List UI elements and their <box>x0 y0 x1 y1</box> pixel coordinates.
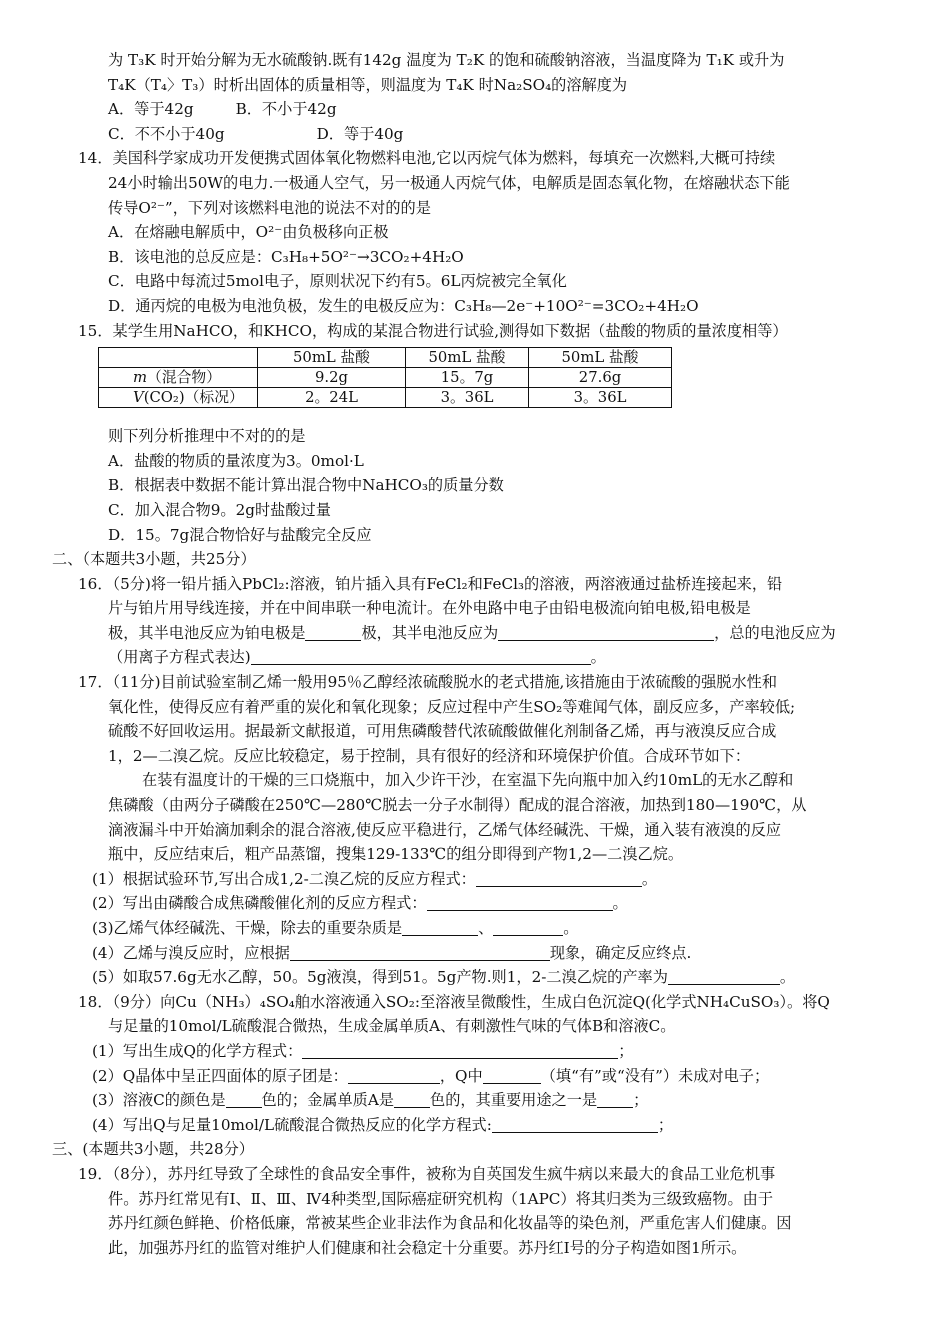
text-line: 24小时输出50W的电力.一极通人空气，另一极通人丙烷气体，电解质是固态氧化物，在熔融状态下能 <box>108 173 790 192</box>
text-span: (3)乙烯气体经碱洗、干燥，除去的重要杂质是 <box>92 919 403 937</box>
text-span: (4）写出Q与足量10mol/L硫酸混合微热反应的化学方程式: <box>92 1115 492 1134</box>
sub-question <box>78 1039 904 1064</box>
text-span: ； <box>657 1115 674 1134</box>
text-span: 。 <box>779 968 796 987</box>
text-span: (2）Q晶体中呈正四面体的原子团是： <box>92 1066 348 1085</box>
text-span: (3）溶液C的颜色是 <box>92 1091 226 1110</box>
row-label-text: （混合物） <box>147 368 222 386</box>
text-line: 焦磷酸（由两分子磷酸在250℃—280℃脱去一分子水制得）配成的混合溶液，加热到180—190℃，从 <box>108 796 807 815</box>
option-line <box>78 122 904 147</box>
table-row <box>99 388 672 408</box>
sub-question <box>78 1113 904 1138</box>
text-span: ； <box>618 1041 634 1060</box>
answer-blank[interactable] <box>348 1066 440 1084</box>
table-cell: 3。36L <box>406 388 529 408</box>
question-15-line: 15．某学生用NaHCO，和KHCO，构成的某混合物进行试验,测得如下数据（盐酸的物质的量浓度相等） <box>78 321 788 340</box>
text-span: ，Q中 <box>439 1066 483 1085</box>
sub-question <box>78 1064 904 1089</box>
table-header-cell: 50mL 盐酸 <box>258 348 406 368</box>
text-line: 1，2—二溴乙烷。反应比较稳定，易于控制，具有很好的经济和环境保护价值。合成环节如下： <box>108 746 751 765</box>
text-line: 瓶中，反应结束后，粗产品蒸馏，搜集129-133℃的组分即得到产物1,2—二溴乙烷。 <box>108 845 684 864</box>
table-header-cell <box>99 348 258 368</box>
text-line: 滴液漏斗中开始滴加剩余的混合溶液,使反应平稳进行，乙烯气体经碱洗、干燥，通入装有液溴的反应 <box>108 820 782 839</box>
answer-blank[interactable] <box>226 1090 262 1108</box>
option-c: C．加入混合物9。2g时盐酸过量 <box>108 500 331 519</box>
option-c: C．不不小于40g <box>108 124 225 143</box>
text-line: 与足量的10mol/L硫酸混合微热，生成金属单质A、有刺激性气味的气体B和溶液C。 <box>108 1017 676 1036</box>
table-cell: 15。7g <box>406 368 529 388</box>
table-cell: 3。36L <box>529 388 672 408</box>
text-span: 色的，其重要用途之一是 <box>430 1091 598 1110</box>
answer-blank[interactable] <box>394 1090 430 1108</box>
text-span: 。 <box>590 648 606 667</box>
option-d: D．等于40g <box>316 124 404 143</box>
question-16-line: 16．（5分)将一铅片插入PbCl₂:溶液，铂片插入具有FeCl₂和FeCl₃的溶液，两溶液通过盐桥连接起来，铅 <box>78 574 783 593</box>
answer-blank[interactable] <box>302 1041 618 1059</box>
text-line: 片与铂片用导线连接，并在中间串联一种电流计。在外电路中电子由铅电极流向铂电极,铅电极是 <box>108 599 751 618</box>
text-span: （填“有”或“没有”）未成对电子； <box>540 1066 770 1085</box>
text-span: 。 <box>563 919 579 937</box>
option-a: A．盐酸的物质的量浓度为3。0mol·L <box>108 451 364 470</box>
sub-question <box>78 867 904 892</box>
text-span: 。 <box>612 894 628 913</box>
text-span: 极，其半电池反应为铂电极是 <box>108 623 306 642</box>
text-span: 、 <box>478 919 494 937</box>
sub-question <box>78 941 904 966</box>
table-header-cell: 50mL 盐酸 <box>406 348 529 368</box>
answer-blank[interactable] <box>668 967 780 985</box>
question-19-line: 19．（8分），苏丹红导致了全球性的食品安全事件，被称为自英国发生疯牛病以来最大的食品工业危机事 <box>78 1164 776 1183</box>
answer-blank[interactable] <box>597 1090 633 1108</box>
exam-page <box>52 48 904 1260</box>
section-heading: 三、(本题共3小题，共28分） <box>52 1140 254 1159</box>
answer-blank[interactable] <box>427 893 613 911</box>
question-17-line: 17．（11分)目前试验室制乙烯一般用95％乙醇经浓硫酸脱水的老式措施,该措施由于浓硫酸的强脱水性和 <box>78 673 778 692</box>
answer-blank[interactable] <box>251 647 591 665</box>
text-span: (2）写出由磷酸合成焦磷酸催化剂的反应方程式： <box>92 894 427 913</box>
row-label-symbol: V <box>133 388 144 406</box>
row-label-text: (CO₂)（标况） <box>143 388 244 406</box>
sub-question <box>78 1088 904 1113</box>
text-line: 传导O²⁻”，下列对该燃料电池的说法不对的的是 <box>108 198 431 217</box>
option-d: D．15。7g混合物恰好与盐酸完全反应 <box>108 525 372 544</box>
text-span: 。 <box>641 869 658 888</box>
sub-question <box>78 916 904 941</box>
text-span: （用离子方程式表达) <box>108 648 251 667</box>
table-cell: 9.2g <box>258 368 406 388</box>
option-a: A．等于42g <box>108 100 194 119</box>
text-line: 件。苏丹红常见有Ⅰ、Ⅱ、Ⅲ、Ⅳ4种类型,国际癌症研究机构（1APC）将其归类为三级致癌物。由于 <box>108 1189 774 1208</box>
option-line <box>78 97 904 122</box>
text-line: 在装有温度计的干燥的三口烧瓶中，加入少许干沙，在室温下先向瓶中加入约10mL的无水乙醇和 <box>142 771 794 790</box>
answer-blank[interactable] <box>492 1115 658 1133</box>
text-span: ； <box>633 1091 649 1110</box>
answer-blank[interactable] <box>498 623 714 641</box>
section-heading: 二、（本题共3小题，共25分） <box>52 550 256 569</box>
question-18-line: 18．（9分）向Cu（NH₃）₄SO₄舶水溶液通入SO₂:至溶液呈微酸性，生成白色沉淀Q(化学式NH₄CuSO₃）。将Q <box>78 992 830 1011</box>
option-c: C．电路中每流过5mol电子，原则状况下约有5。6L丙烷被完全氧化 <box>108 272 567 291</box>
text-span: (1）写出生成Q的化学方程式： <box>92 1041 303 1060</box>
text-span: 现象，确定反应终点. <box>549 943 692 962</box>
option-b: B．不小于42g <box>235 100 337 119</box>
text-span: (1）根据试验环节,写出合成1,2-二溴乙烷的反应方程式： <box>92 869 476 888</box>
text-span: ，总的电池反应为 <box>714 623 836 642</box>
table-cell: 2。24L <box>258 388 406 408</box>
data-table <box>98 347 672 408</box>
answer-blank[interactable] <box>493 918 563 936</box>
text-span: 色的；金属单质A是 <box>261 1091 394 1110</box>
answer-blank[interactable] <box>483 1066 541 1084</box>
text-span: 极，其半电池反应为 <box>361 623 499 642</box>
text-line: 苏丹红颜色鲜艳、价格低廉，常被某些企业非法作为食品和化妆晶等的染色剂，严重危害人们健康。因 <box>108 1214 792 1233</box>
text-line <box>78 621 904 646</box>
question-14-line: 14．美国科学家成功开发便携式固体氧化物燃料电池,它以丙烷气体为燃料，每填充一次燃料,大概可持续 <box>78 149 776 168</box>
answer-blank[interactable] <box>476 869 642 887</box>
text-line <box>78 645 904 670</box>
answer-blank[interactable] <box>402 918 478 936</box>
sub-question <box>78 965 904 990</box>
text-span: (4）乙烯与溴反应时，应根据 <box>92 943 290 962</box>
table-header-cell: 50mL 盐酸 <box>529 348 672 368</box>
option-b: B．根据表中数据不能计算出混合物中NaHCO₃的质量分数 <box>108 476 504 495</box>
table-header-row <box>99 348 672 368</box>
row-label <box>99 388 258 408</box>
row-label-symbol: m <box>133 368 148 386</box>
text-line: T₄K（T₄〉T₃）时析出固体的质量相等，则温度为 T₄K 时Na₂SO₄的溶解度为 <box>108 75 628 94</box>
sub-question <box>78 891 904 916</box>
table-cell: 27.6g <box>529 368 672 388</box>
text-line: 硫酸不好回收运用。据最新文献报道，可用焦磷酸替代浓硫酸做催化剂制备乙烯，再与液溴反应合成 <box>108 722 777 741</box>
text-line: 则下列分析推理中不对的的是 <box>108 427 306 446</box>
option-b: B．该电池的总反应是：C₃H₈+5O²⁻→3CO₂+4H₂O <box>108 247 464 266</box>
answer-blank[interactable] <box>305 623 361 641</box>
row-label <box>99 368 258 388</box>
answer-blank[interactable] <box>290 943 550 961</box>
text-line: 为 T₃K 时开始分解为无水硫酸钠.既有142g 温度为 T₂K 的饱和硫酸钠溶液，当温度降为 T₁K 或升为 <box>108 51 785 69</box>
option-a: A．在熔融电解质中，O²⁻由负极移向正极 <box>108 223 389 242</box>
text-line: 此，加强苏丹红的监管对维护人们健康和社会稳定十分重要。苏丹红Ⅰ号的分子构造如图1所示。 <box>108 1238 747 1257</box>
table-row <box>99 368 672 388</box>
option-d: D．通丙烷的电极为电池负极，发生的电极反应为：C₃H₈—2e⁻+10O²⁻=3CO₂+4H₂O <box>108 296 699 315</box>
text-span: (5）如取57.6g无水乙醇，50。5g液溴，得到51。5g产物.则1，2-二溴乙烷的产率为 <box>92 968 668 987</box>
text-line: 氧化性，使得反应有着严重的炭化和氧化现象；反应过程中产生SO₂等难闻气体，副反应多，产率较低; <box>108 697 796 716</box>
